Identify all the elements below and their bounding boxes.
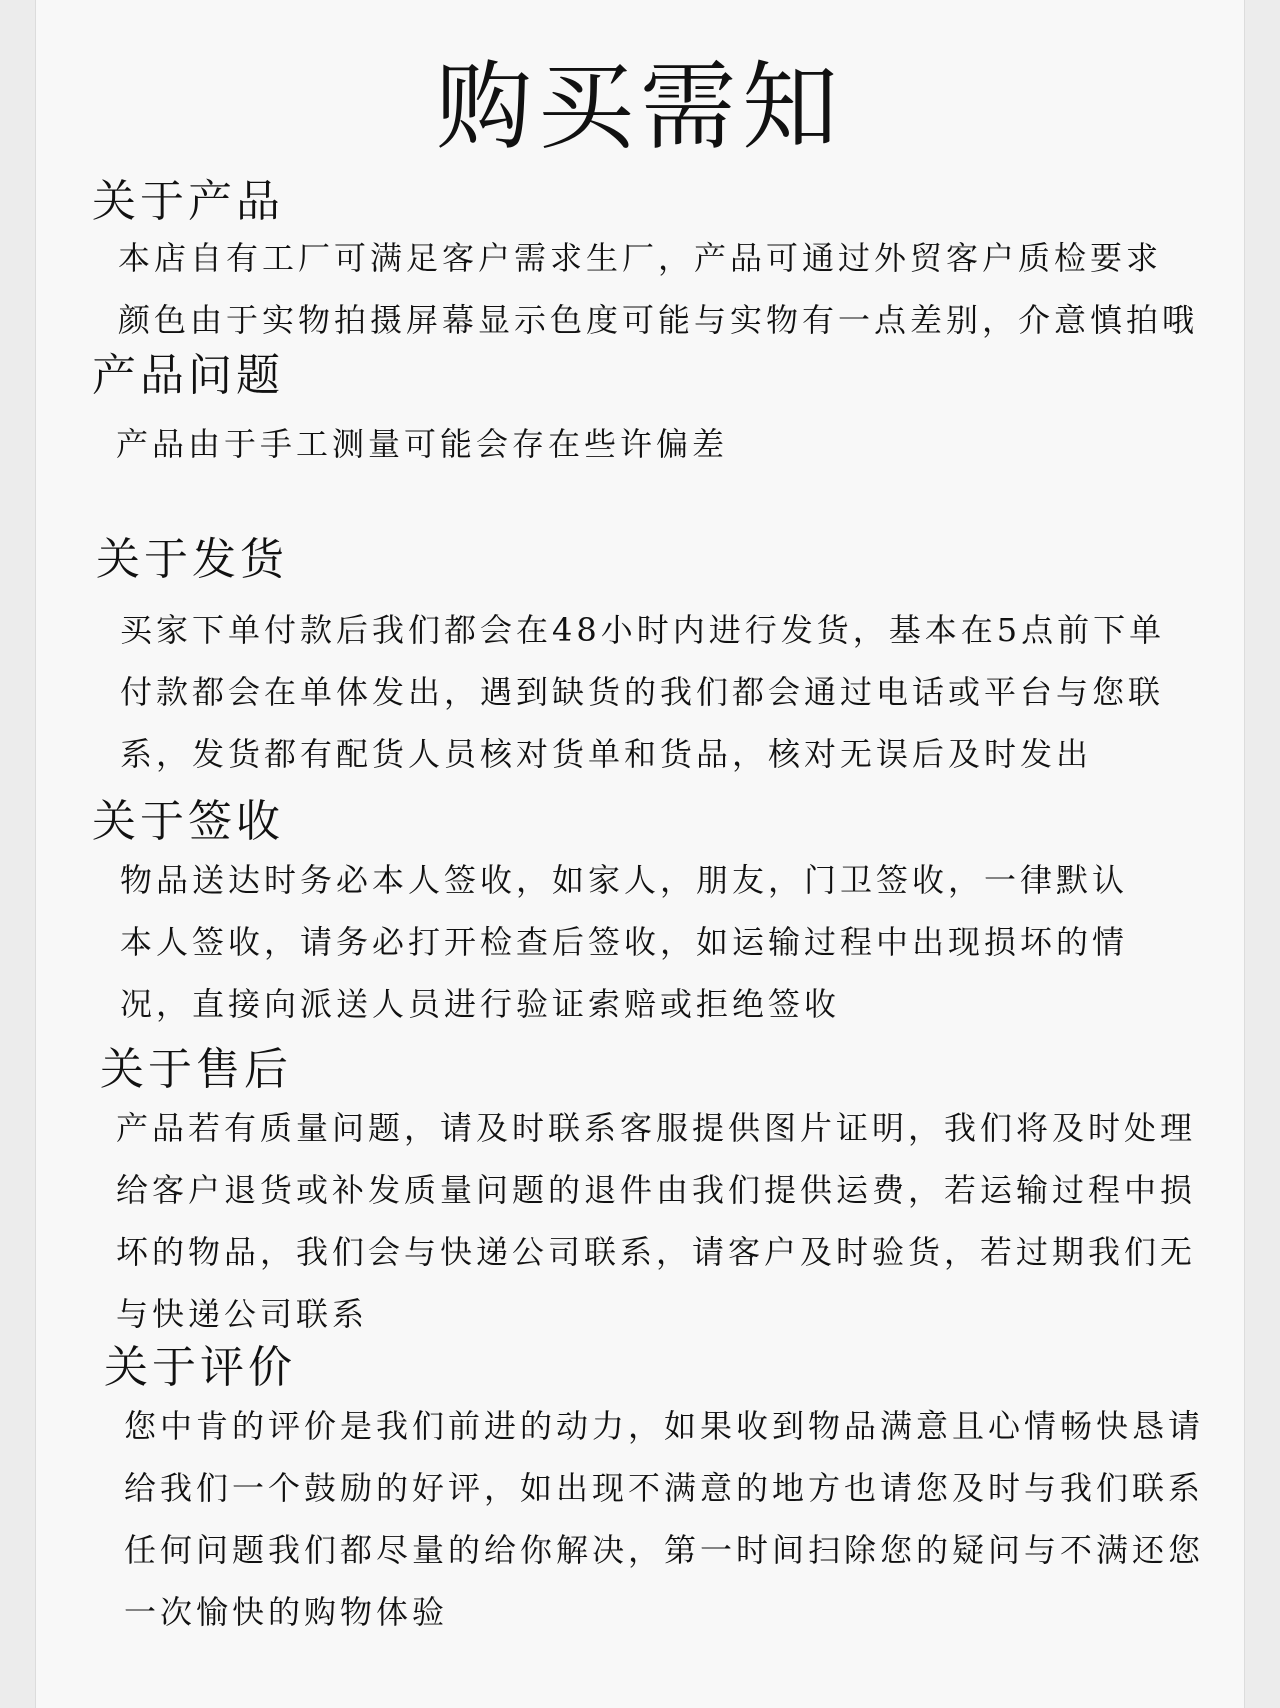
section-text-line: 与快递公司联系 bbox=[116, 1295, 369, 1333]
section-text-line: 买家下单付款后我们都会在48小时内进行发货，基本在5点前下单 bbox=[120, 611, 1166, 649]
section-text-line: 给客户退货或补发质量问题的退件由我们提供运费，若运输过程中损 bbox=[116, 1171, 1197, 1209]
section-text-line: 颜色由于实物拍摄屏幕显示色度可能与实物有一点差别，介意慎拍哦 bbox=[118, 301, 1199, 339]
section-text-line: 任何问题我们都尽量的给你解决，第一时间扫除您的疑问与不满还您 bbox=[124, 1531, 1205, 1569]
section-text-line: 本店自有工厂可满足客户需求生厂，产品可通过外贸客户质检要求 bbox=[118, 239, 1163, 277]
section-text-line: 产品由于手工测量可能会存在些许偏差 bbox=[116, 425, 729, 463]
section-text-line: 本人签收，请务必打开检查后签收，如运输过程中出现损坏的情 bbox=[120, 923, 1129, 961]
section-text-line: 况，直接向派送人员进行验证索赔或拒绝签收 bbox=[120, 985, 841, 1023]
section-text-line: 坏的物品，我们会与快递公司联系，请客户及时验货，若过期我们无 bbox=[116, 1233, 1197, 1271]
page-title: 购买需知 bbox=[436, 51, 844, 163]
section-text-line: 产品若有质量问题，请及时联系客服提供图片证明，我们将及时处理 bbox=[116, 1109, 1197, 1147]
section-text-line: 系，发货都有配货人员核对货单和货品，核对无误后及时发出 bbox=[120, 735, 1093, 773]
section-heading-delivery-receipt: 关于签收 bbox=[92, 796, 284, 847]
section-text-line: 付款都会在单体发出，遇到缺货的我们都会通过电话或平台与您联 bbox=[120, 673, 1165, 711]
section-heading-reviews: 关于评价 bbox=[104, 1342, 296, 1393]
section-heading-shipping: 关于发货 bbox=[96, 534, 288, 585]
section-heading-after-sales: 关于售后 bbox=[100, 1044, 292, 1095]
section-text-line: 您中肯的评价是我们前进的动力，如果收到物品满意且心情畅快恳请 bbox=[124, 1407, 1205, 1445]
section-text-line: 给我们一个鼓励的好评，如出现不满意的地方也请您及时与我们联系 bbox=[124, 1469, 1205, 1507]
section-text-line: 一次愉快的购物体验 bbox=[124, 1593, 449, 1631]
section-text-line: 物品送达时务必本人签收，如家人，朋友，门卫签收，一律默认 bbox=[120, 861, 1129, 899]
section-heading-product: 关于产品 bbox=[92, 176, 284, 227]
section-heading-product-issues: 产品问题 bbox=[92, 350, 284, 401]
